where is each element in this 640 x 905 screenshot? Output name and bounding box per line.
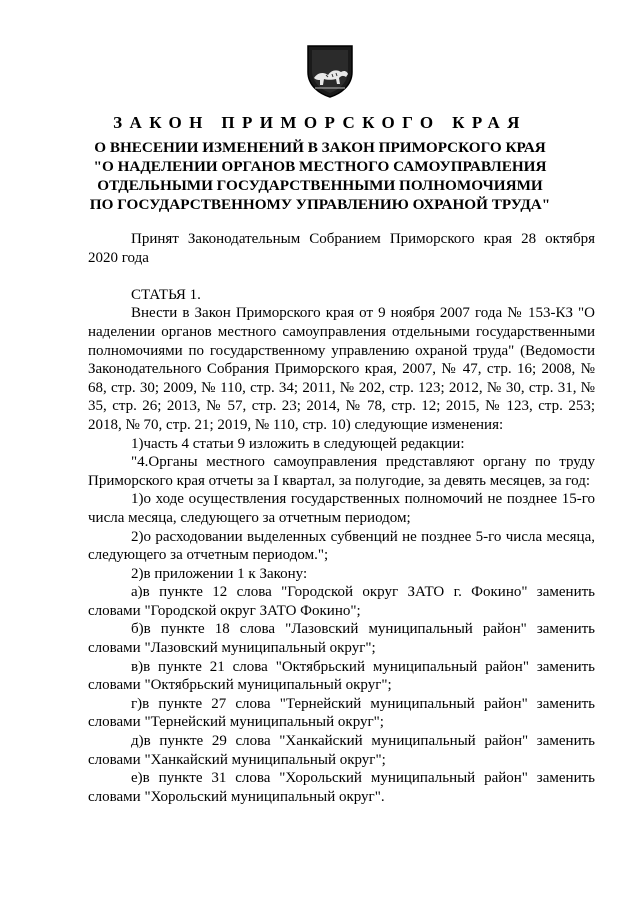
subtitle-line: ОТДЕЛЬНЫМИ ГОСУДАРСТВЕННЫМИ ПОЛНОМОЧИЯМИ [97, 177, 543, 194]
amendment-subitem: а)в пункте 12 слова "Городской округ ЗАТО г. Фокино" заменить словами "Городской округ ЗАТО Фокино"; [88, 584, 595, 619]
adoption-note: Принят Законодательным Собранием Приморского края 28 октября 2020 года [88, 231, 595, 266]
amendment-item: 1)часть 4 статьи 9 изложить в следующей редакции: [131, 435, 465, 452]
amendment-subitem: в)в пункте 21 слова "Октябрьский муниципальный район" заменить словами "Октябрьский муниципальный округ"; [88, 658, 595, 694]
article-heading: СТАТЬЯ 1. [131, 286, 201, 303]
subtitle-line: ПО ГОСУДАРСТВЕННОМУ УПРАВЛЕНИЮ ОХРАНОЙ ТРУДА" [89, 196, 551, 213]
amendment-item: 2)в приложении 1 к Закону: [131, 565, 308, 582]
article-intro: Внести в Закон Приморского края от 9 ноября 2007 года № 153-КЗ "О наделении органов местного самоуправления отдельными государственными полномочиями по государственному управлению охраной труда" (Ведомости Законодательного Собрания Приморского края, 2007, № 47, стр. 16; 2008, № 68, стр. 30; 2009, № 110, стр. 34; 2011, № 202, стр. 123; 2012, № 30, стр. 31, № 35, стр. 26; 2013, № 57, стр. 23; 2014, № 78, стр. 12; 2015, № 123, стр. 253; 2018, № 70, стр. 21; 2019, № 110, стр. 10) следующие изменения: [88, 305, 595, 433]
amendment-subitem: е)в пункте 31 слова "Хорольский муниципальный район" заменить словами "Хорольский муниципальный округ". [88, 770, 595, 805]
law-body [88, 230, 595, 806]
amendment-text: "4.Органы местного самоуправления представляют органу по труду Приморского края отчеты за I квартал, за полугодие, за девять месяцев, за год: [88, 454, 595, 489]
subtitle-line: "О НАДЕЛЕНИИ ОРГАНОВ МЕСТНОГО САМОУПРАВЛЕНИЯ [93, 158, 547, 175]
primorye-coat-of-arms-icon [304, 42, 356, 98]
amendment-subitem: 2)о расходовании выделенных субвенций не позднее 5-го числа месяца, следующего за отчетным периодом."; [88, 528, 595, 564]
law-title: ЗАКОН ПРИМОРСКОГО КРАЯ [113, 113, 527, 132]
law-subtitle [0, 138, 640, 214]
amendment-subitem: д)в пункте 29 слова "Ханкайский муниципальный район" заменить словами "Ханкайский муниципальный округ"; [88, 733, 595, 768]
amendment-subitem: 1)о ходе осуществления государственных полномочий не позднее 15-го числа месяца, следующего за отчетным периодом; [88, 491, 595, 526]
amendment-subitem: г)в пункте 27 слова "Тернейский муниципальный район" заменить словами "Тернейский муниципальный округ"; [88, 695, 595, 731]
amendment-subitem: б)в пункте 18 слова "Лазовский муниципальный район" заменить словами "Лазовский муниципальный округ"; [88, 621, 595, 657]
subtitle-line: О ВНЕСЕНИИ ИЗМЕНЕНИЙ В ЗАКОН ПРИМОРСКОГО КРАЯ [94, 139, 546, 156]
